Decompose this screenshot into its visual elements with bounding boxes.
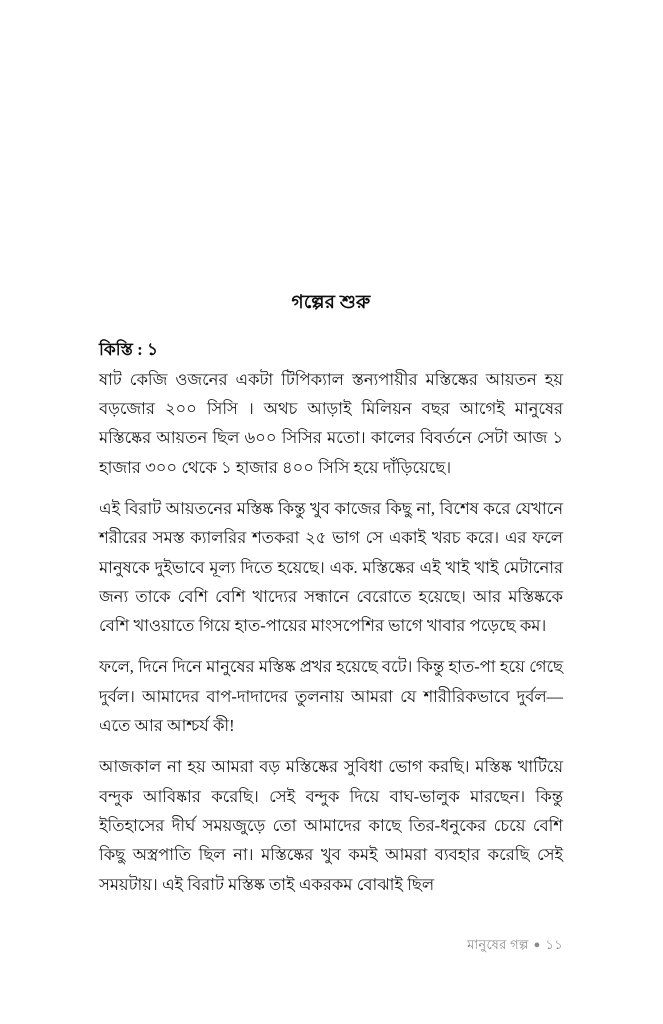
body-paragraph-3: ফলে, দিনে দিনে মানুষের মস্তিষ্ক প্রখর হয়েছে বটে। কিন্তু হাত-পা হয়ে গেছে দুর্বল। আমাদের বাপ-দাদাদের তুলনায় আমরা যে শারীরিকভাবে দুর্বল— এতে আর আশ্চর্য কী! <box>99 657 563 736</box>
running-footer <box>467 936 563 954</box>
page-top-margin <box>0 0 663 290</box>
chapter-title: গল্পের শুরু <box>291 293 371 313</box>
text-column <box>99 290 563 899</box>
footer-book-title: মানুষের গল্প <box>467 937 529 952</box>
footer-bullet-icon: ● <box>533 939 541 952</box>
section-heading: কিস্তি : ১ <box>99 339 159 359</box>
body-paragraph-2: এই বিরাট আয়তনের মস্তিষ্ক কিন্তু খুব কাজের কিছু না, বিশেষ করে যেখানে শরীরের সমস্ত ক্যালরির শতকরা ২৫ ভাগ সে একাই খরচ করে। এর ফলে মানুষকে দুইভাবে মূল্য দিতে হয়েছে। এক. মস্তিষ্কের এই খাই খাই মেটানোর জন্য তাকে বেশি বেশি খাদ্যের সন্ধানে বেরোতে হয়েছে। আর মস্তিষ্ককে বেশি খাওয়াতে গিয়ে হাত-পায়ের মাংসপেশির ভাগে খাবার পড়েছে কম। <box>99 498 563 636</box>
footer-page-number: ১১ <box>545 937 563 952</box>
body-paragraph-4: আজকাল না হয় আমরা বড় মস্তিষ্কের সুবিধা ভোগ করছি। মস্তিষ্ক খাটিয়ে বন্দুক আবিষ্কার করেছি। সেই বন্দুক দিয়ে বাঘ-ভালুক মারছেন। কিন্তু ইতিহাসের দীর্ঘ সময়জুড়ে তো আমাদের কাছে তির-ধনুকের চেয়ে বেশি কিছু অস্ত্রপাতি ছিল না। মস্তিষ্কের খুব কমই আমরা ব্যবহার করেছি সেই সময়টায়। এই বিরাট মস্তিষ্ক তাই একরকম বোঝাই ছিল <box>99 757 563 894</box>
body-paragraph-1: ষাট কেজি ওজনের একটা টিপিক্যাল স্তন্যপায়ীর মস্তিষ্কের আয়তন হয় বড়জোর ২০০ সিসি । অথচ আড়াই মিলিয়ন বছর আগেই মানুষের মস্তিষ্কের আয়তন ছিল ৬০০ সিসির মতো। কালের বিবর্তনে সেটা আজ ১ হাজার ৩০০ থেকে ১ হাজার ৪০০ সিসি হয়ে দাঁড়িয়েছে। <box>99 369 563 477</box>
